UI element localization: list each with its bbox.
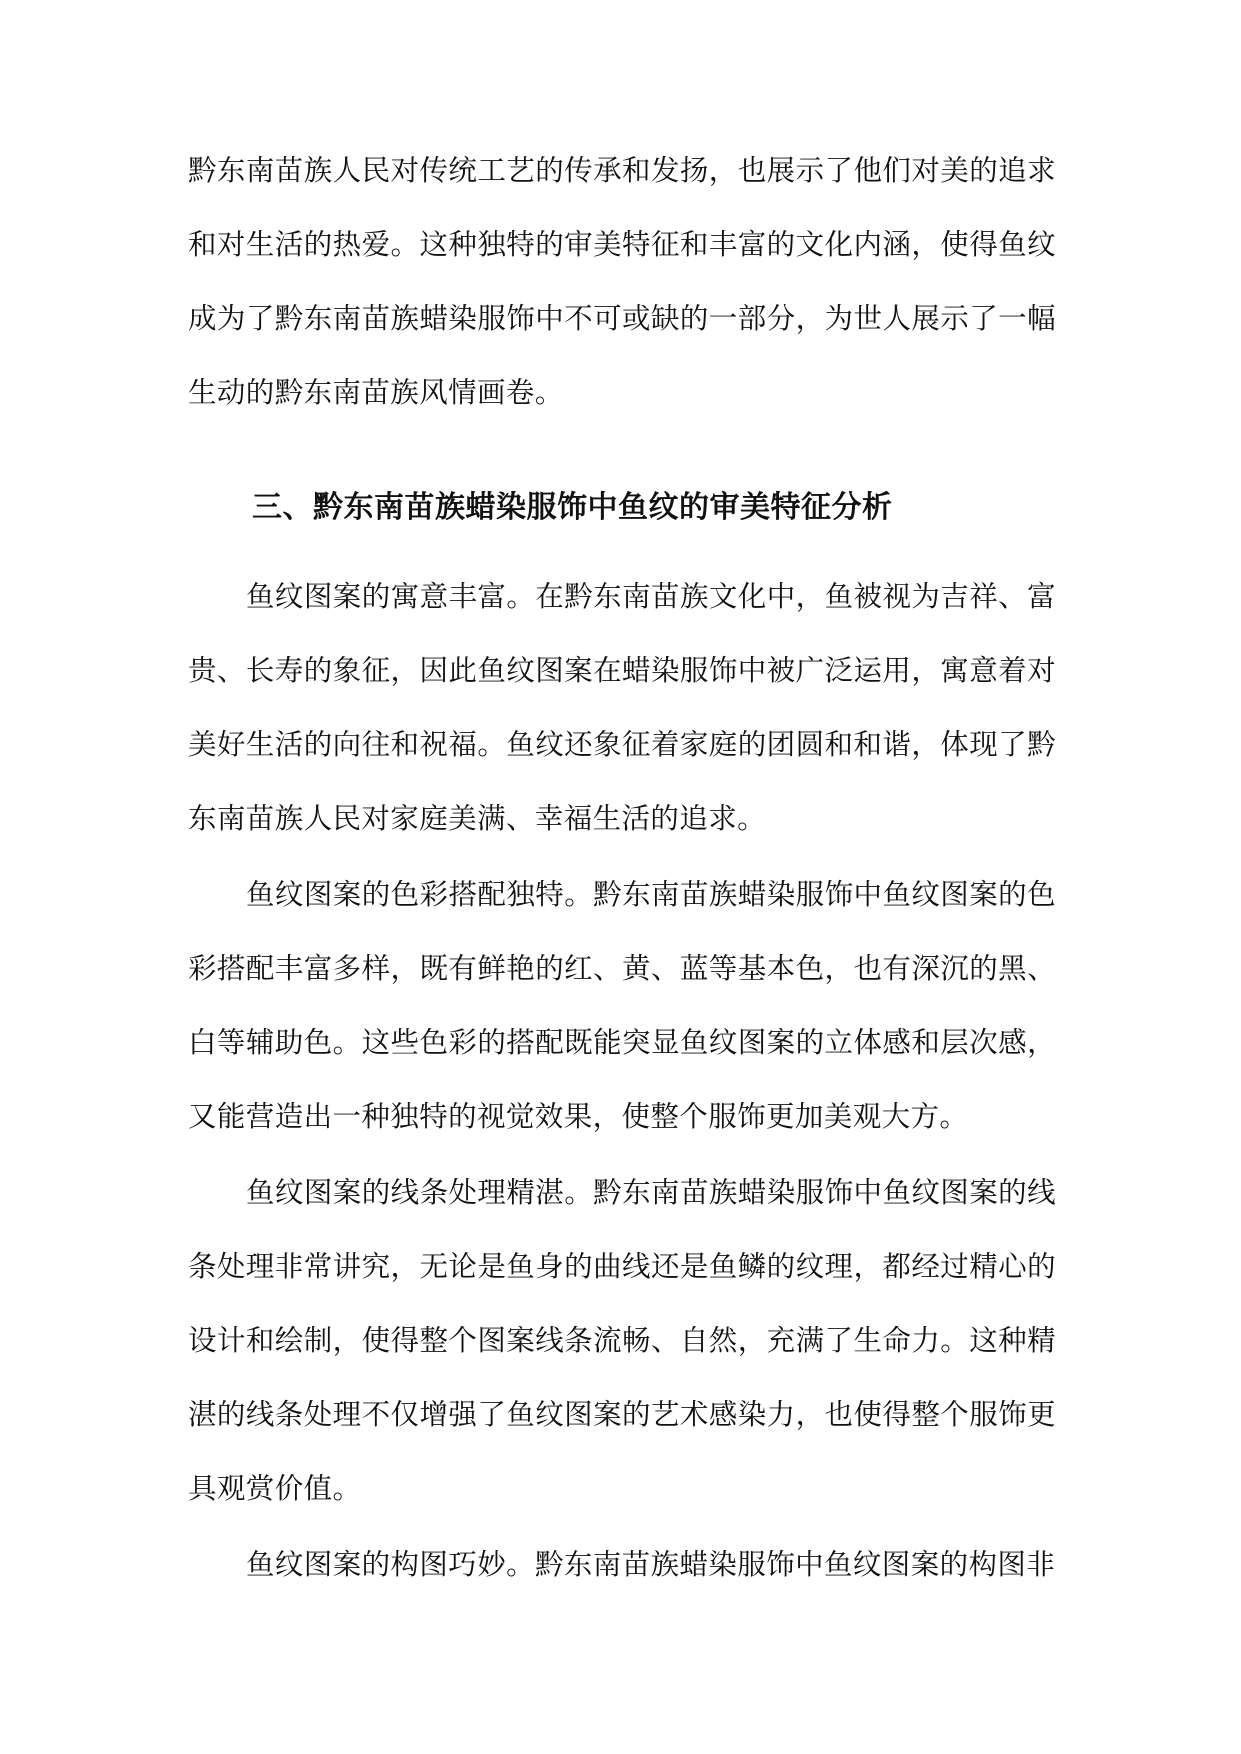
paragraph-continuation: 黔东南苗族人民对传统工艺的传承和发扬，也展示了他们对美的追求和对生活的热爱。这种独特的审美特征和丰富的文化内涵，使得鱼纹成为了黔东南苗族蜡染服饰中不可或缺的一部分，为世人展示了一幅生动的黔东南苗族风情画卷。 — [188, 154, 1056, 409]
paragraph-lines: 鱼纹图案的线条处理精湛。黔东南苗族蜡染服饰中鱼纹图案的线条处理非常讲究，无论是鱼身的曲线还是鱼鳞的纹理，都经过精心的设计和绘制，使得整个图案线条流畅、自然，充满了生命力。这种精湛的线条处理不仅增强了鱼纹图案的艺术感染力，也使得整个服饰更具观赏价值。 — [188, 1176, 1056, 1505]
paragraph-composition: 鱼纹图案的构图巧妙。黔东南苗族蜡染服饰中鱼纹图案的构图非 — [246, 1548, 1056, 1581]
paragraph-color: 鱼纹图案的色彩搭配独特。黔东南苗族蜡染服饰中鱼纹图案的色彩搭配丰富多样，既有鲜艳的红、黄、蓝等基本色，也有深沉的黑、白等辅助色。这些色彩的搭配既能突显鱼纹图案的立体感和层次感，又能营造出一种独特的视觉效果，使整个服饰更加美观大方。 — [188, 878, 1056, 1133]
paragraph-meaning: 鱼纹图案的寓意丰富。在黔东南苗族文化中，鱼被视为吉祥、富贵、长寿的象征，因此鱼纹图案在蜡染服饰中被广泛运用，寓意着对美好生活的向往和祝福。鱼纹还象征着家庭的团圆和和谐，体现了黔东南苗族人民对家庭美满、幸福生活的追求。 — [188, 580, 1056, 835]
section-heading: 三、黔东南苗族蜡染服饰中鱼纹的审美特征分析 — [252, 490, 893, 525]
